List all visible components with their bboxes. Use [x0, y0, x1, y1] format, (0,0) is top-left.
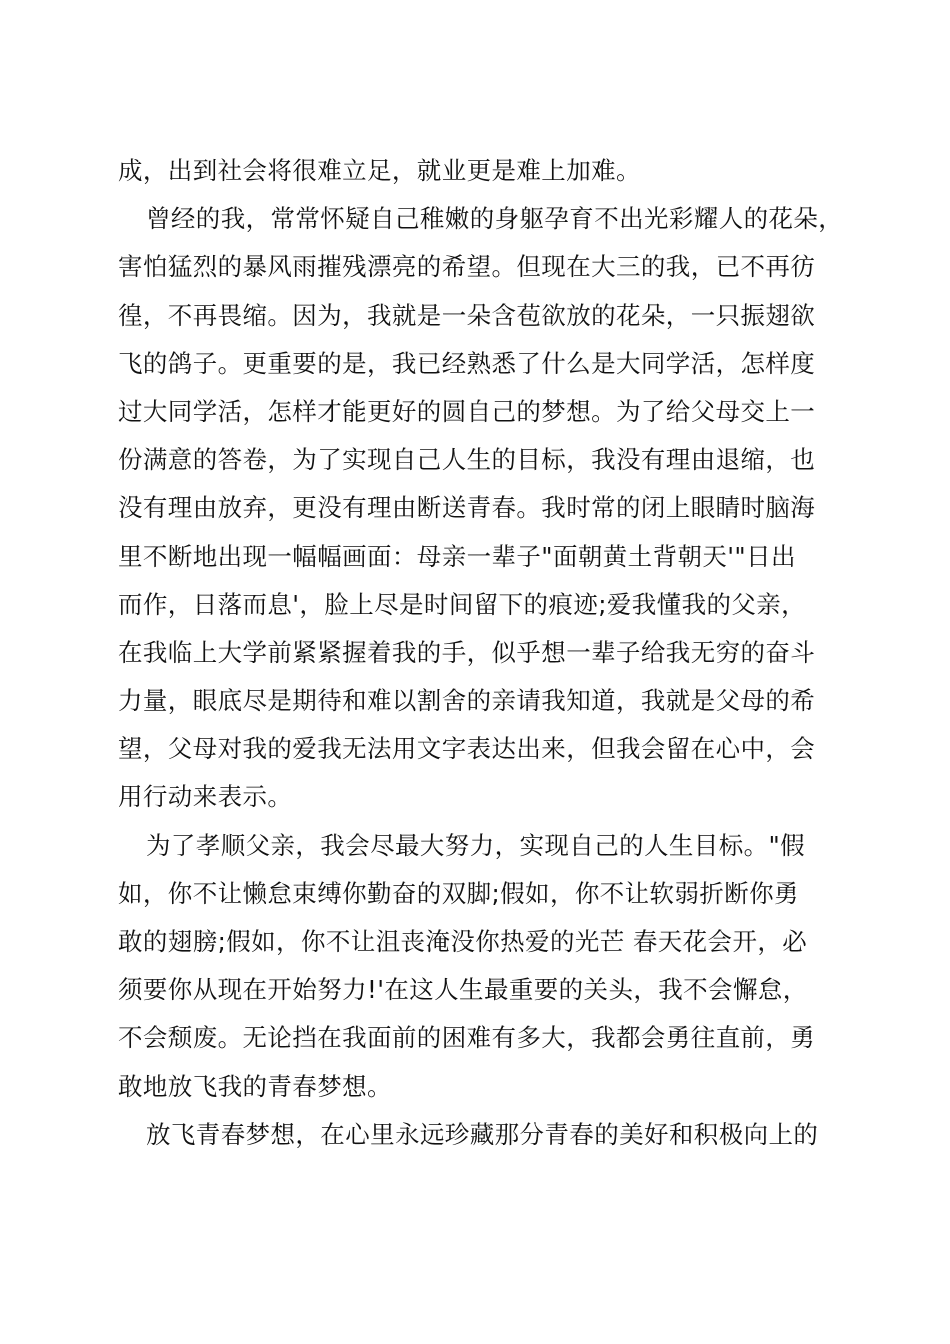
- text-line: 没有理由放弃，更没有理由断送青春。我时常的闭上眼睛时脑海: [118, 493, 816, 523]
- text-line: 如，你不让懒怠束缚你勤奋的双脚;假如，你不让软弱折断你勇: [118, 878, 799, 908]
- paragraph-first-line: 放飞青春梦想，在心里永远珍藏那分青春的美好和积极向上的: [146, 1119, 819, 1149]
- text-line: 过大同学活，怎样才能更好的圆自己的梦想。为了给父母交上一: [118, 396, 816, 426]
- text-line: 飞的鸽子。更重要的是，我已经熟悉了什么是大同学活，怎样度: [118, 348, 816, 378]
- text-line: 须要你从现在开始努力!'在这人生最重要的关头，我不会懈怠，: [118, 975, 808, 1005]
- text-line: 在我临上大学前紧紧握着我的手，似乎想一辈子给我无穷的奋斗: [118, 637, 816, 667]
- text-line: 份满意的答卷，为了实现自己人生的目标，我没有理由退缩，也: [118, 445, 816, 475]
- text-line: 望，父母对我的爱我无法用文字表达出来，但我会留在心中，会: [118, 734, 816, 764]
- text-line: 害怕猛烈的暴风雨摧残漂亮的希望。但现在大三的我，已不再彷: [118, 252, 816, 282]
- document-body: [118, 147, 858, 1159]
- text-line: 不会颓废。无论挡在我面前的困难有多大，我都会勇往直前，勇: [118, 1023, 816, 1053]
- paragraph-first-line: 曾经的我，常常怀疑自己稚嫩的身躯孕育不出光彩耀人的花朵，: [146, 204, 844, 234]
- text-line: 力量，眼底尽是期待和难以割舍的亲请我知道，我就是父母的希: [118, 686, 816, 716]
- text-line: 敢地放飞我的青春梦想。: [118, 1071, 392, 1101]
- text-line: 敢的翅膀;假如，你不让沮丧淹没你热爱的光芒 春天花会开，必: [118, 927, 808, 956]
- paragraph-first-line: 为了孝顺父亲，我会尽最大努力，实现自己的人生目标。"假: [146, 830, 806, 860]
- text-line: 成，出到社会将很难立足，就业更是难上加难。: [118, 156, 641, 185]
- text-line: 而作，日落而息'，脸上尽是时间留下的痕迹;爱我懂我的父亲，: [118, 589, 807, 619]
- text-line: 徨，不再畏缩。因为，我就是一朵含苞欲放的花朵，一只振翅欲: [118, 300, 816, 330]
- text-line: 用行动来表示。: [118, 782, 293, 812]
- text-line: 里不断地出现一幅幅画面：母亲一辈子"面朝黄土背朝天'"日出: [118, 541, 796, 571]
